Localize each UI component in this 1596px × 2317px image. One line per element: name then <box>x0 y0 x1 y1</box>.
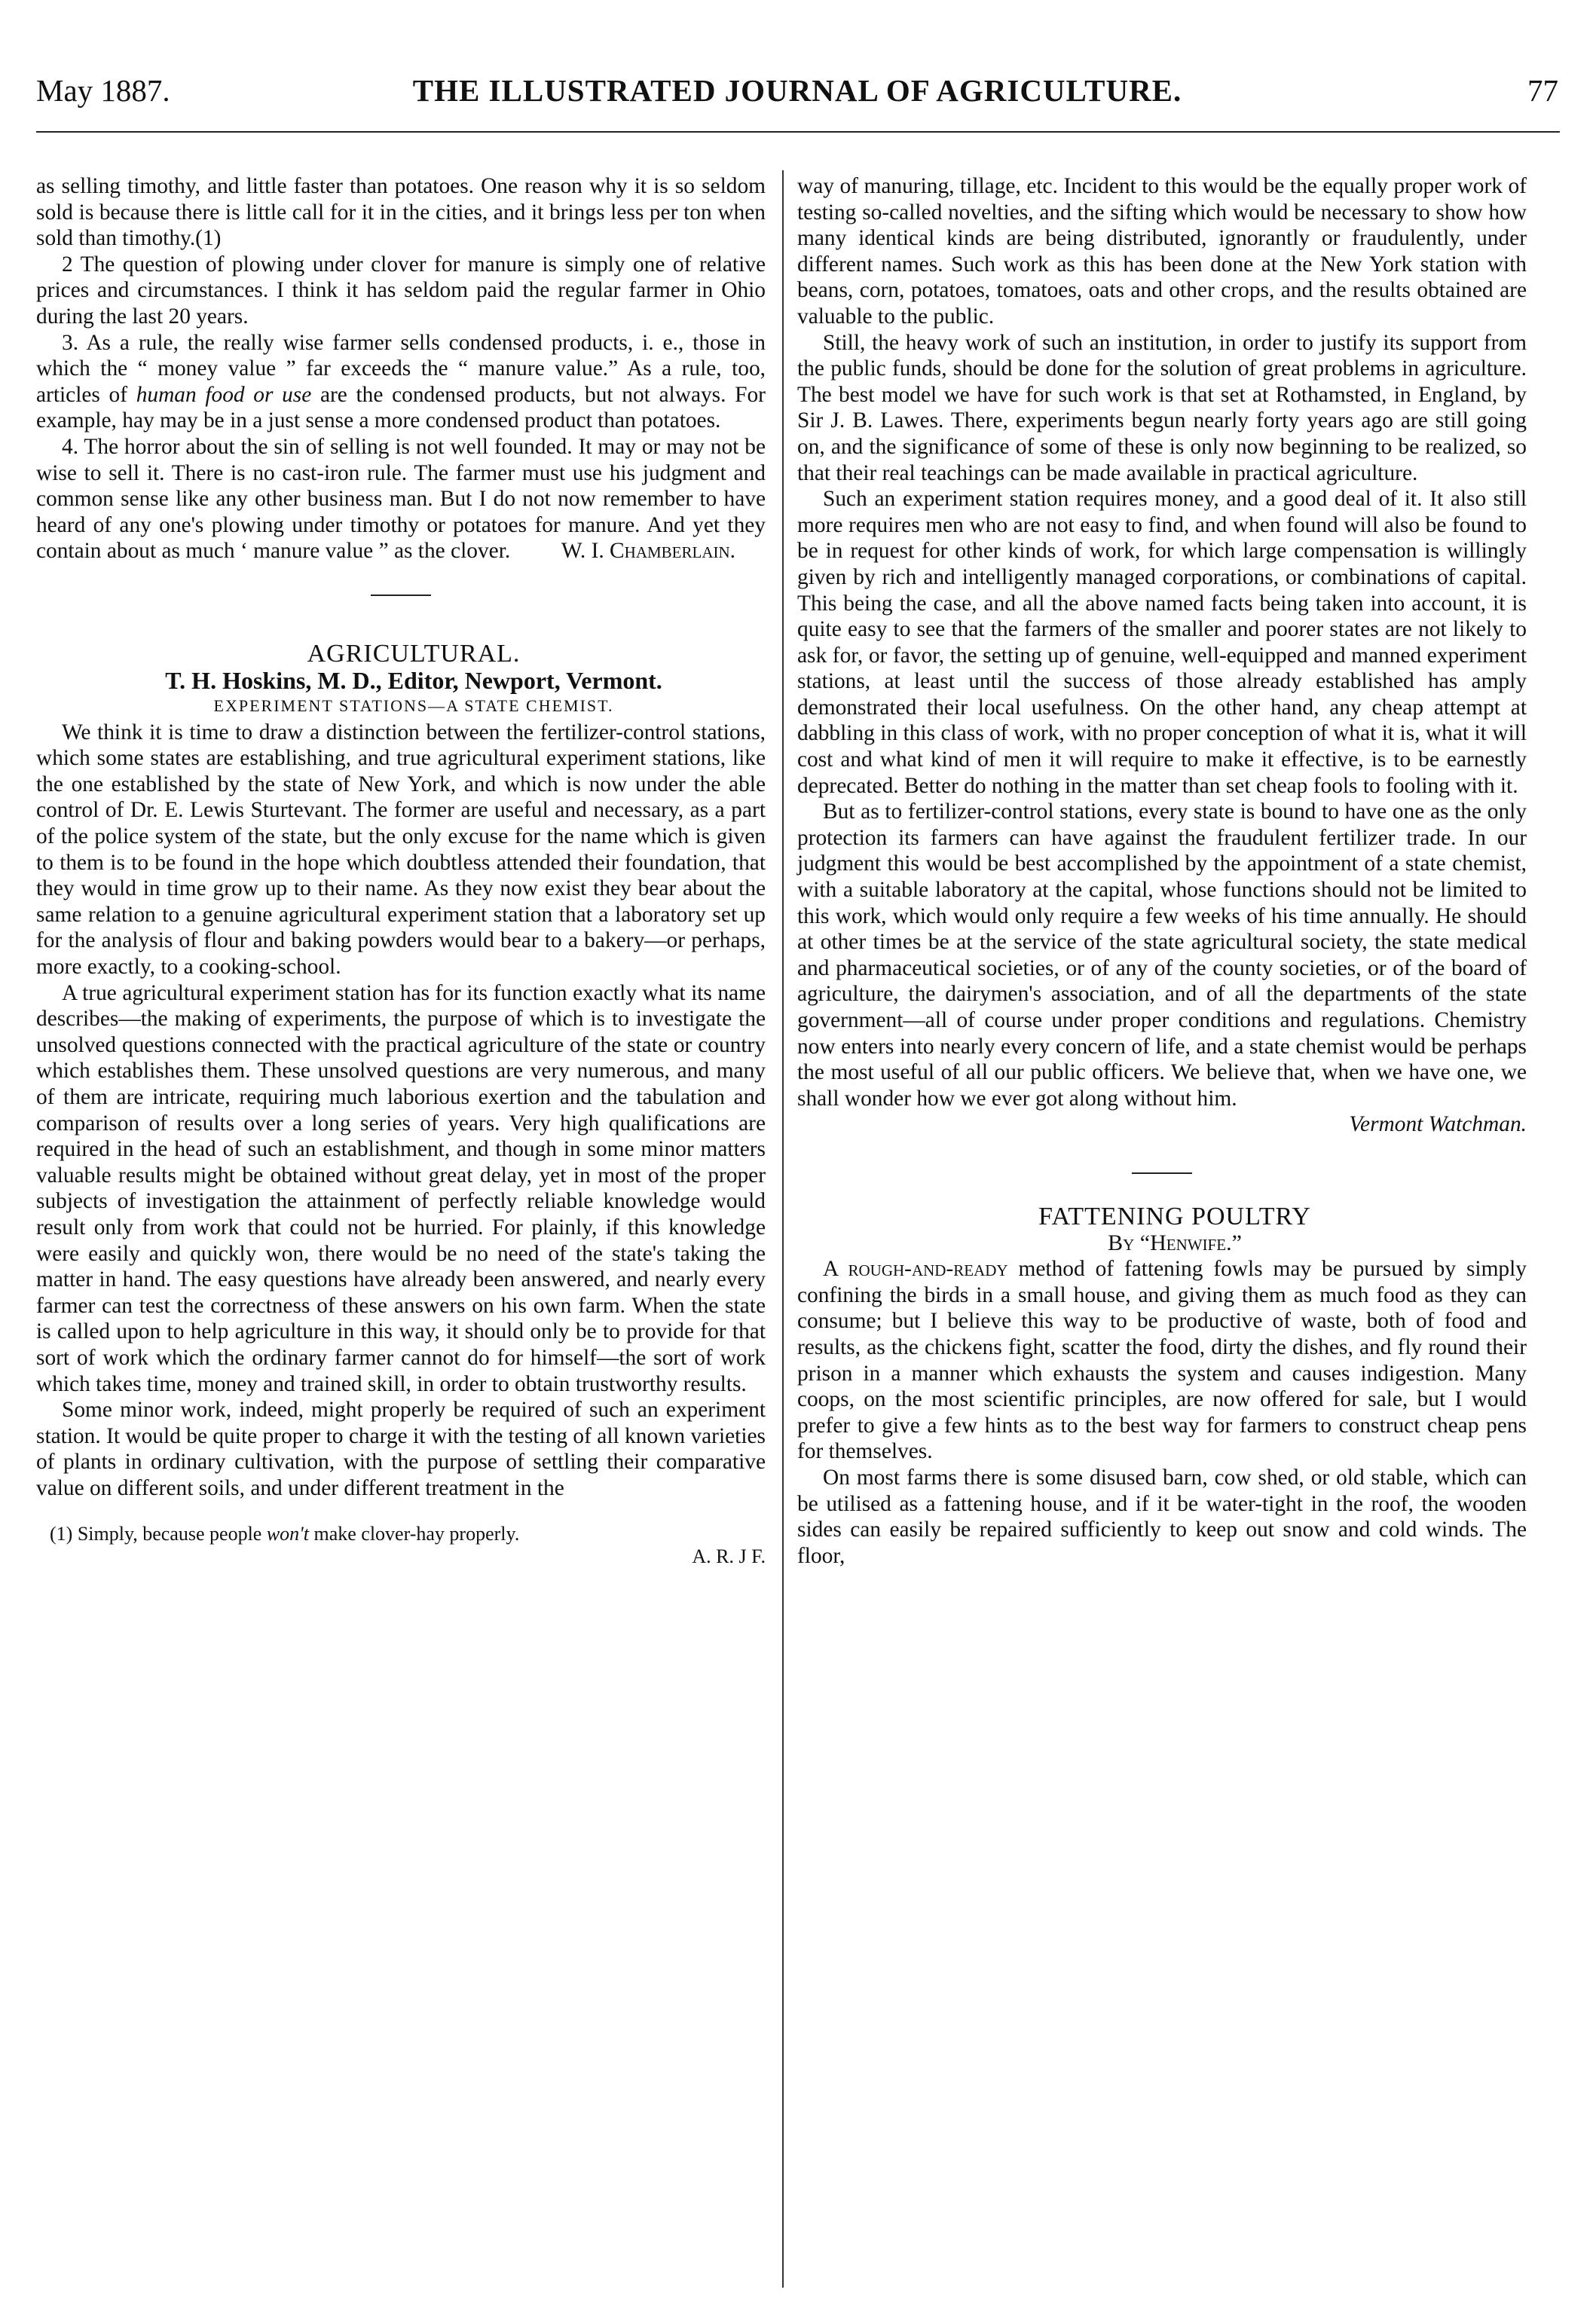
paragraph: We think it is time to draw a distinction between the fertilizer-control stations, which some states are establishing, and true agricultural experiment stations, like the one established by the state of New York, and which is now under the able control of Dr. E. Lewis Sturtevant. The former are useful and necessary, as a part of the police system of the state, but the only excuse for the name which is given to them is to be found in the hope which doubtless attended their foundation, that they would in time grow up to their name. As they now exist they bear about the same relation to a genuine agricultural experiment station that a laboratory set up for the analysis of flour and baking powders would bear to a bakery—or perhaps, more exactly, to a cooking-school. <box>36 720 766 980</box>
right-column <box>797 173 1527 1569</box>
text-run: (1) Simply, because people <box>50 1522 267 1545</box>
attribution: Vermont Watchman. <box>1349 1112 1527 1137</box>
section-title: FATTENING POULTRY <box>1038 1202 1311 1230</box>
text-run: method of fattening fowls may be pursued by simply confining the birds in a small house, and giving them as much food as they can consume; but I believe this way to be productive of waste, both of food and results, as the chickens fight, scatter the food, dirty the dishes, and fly round their prison in a manner which exhausts the system and causes indigestion. Many coops, on the most scientific principles, are now offered for sale, but I would prefer to give a few hints as to the best way for farmers to construct cheap pens for themselves. <box>797 1257 1527 1464</box>
left-column <box>36 173 766 1568</box>
paragraph: But as to fertilizer-control stations, every state is bound to have one as the only protection its farmers can have against the fraudulent fertilizer trade. In our judgment this would be best accomplished by the appointment of a state chemist, with a suitable laboratory at the capital, whose functions should not be limited to this work, which would only require a few weeks of his time annually. He should at other times be at the service of the state agricultural society, the state medical and pharmaceutical societies, or of any of the county societies, or of the board of agriculture, the dairymen's association, and of all the departments of the state government—all of course under proper conditions and regulations. Chemistry now enters into nearly every concern of life, and a state chemist would be perhaps the most useful of all our public officers. We believe that, when we have one, we shall wonder how we ever got along without him. <box>797 799 1527 1111</box>
header-rule <box>36 131 1560 133</box>
running-header <box>36 72 1558 118</box>
paragraph: On most farms there is some disused barn, cow shed, or old stable, which can be utilised as a fattening house, and if it be water-tight in the roof, the wooden sides can easily be repaired sufficiently to keep out snow and cold winds. The floor, <box>797 1465 1527 1568</box>
text-run: make clover-hay properly. <box>308 1522 520 1545</box>
page-number: 77 <box>1527 73 1558 108</box>
text-run: are the condensed products, but not always. For example, hay may be in a just sense a more condensed product than potatoes. <box>36 382 766 433</box>
paragraph: Such an experiment station requires money, and a good deal of it. It also still more requires men who are not easy to find, and when found will also be found to be in request for other kinds of work, for which large compensation is willingly given by rich and intelligently managed corporations, or combinations of capital. This being the case, and all the above named facts being taken into account, it is quite easy to see that the farmers of the smaller and poorer states are not likely to ask for, or favor, the setting up of genuine, well-equipped and manned experiment stations, at least until the success of those already established has amply demonstrated their local usefulness. On the other hand, any cheap attempt at dabbling in this class of work, with no proper conception of what it is, what it will cost and what kind of men it will require to make it effective, is to be earnestly deprecated. Better do nothing in the matter than set cheap fools to fooling with it. <box>797 487 1527 798</box>
column-divider <box>782 170 784 2288</box>
section-divider <box>1132 1172 1192 1174</box>
paragraph: as selling timothy, and little faster than potatoes. One reason why it is so seldom sold is because there is little call for it in the cities, and it brings less per ton when sold than timothy.(1) <box>36 174 766 251</box>
editor-line: T. H. Hoskins, M. D., Editor, Newport, Vermont. <box>165 666 662 694</box>
paragraph: way of manuring, tillage, etc. Incident to this would be the equally proper work of testing so-called novelties, and the sifting which would be necessary to show how many identical kinds are being distributed, ignorantly or fraudulently, under different names. Such work as this has been done at the New York station with beans, corn, potatoes, tomatoes, oats and other crops, and the results obtained are valuable to the public. <box>797 174 1527 329</box>
footnote-text <box>36 1523 766 1545</box>
article-subhead: EXPERIMENT STATIONS—A STATE CHEMIST. <box>213 696 614 716</box>
section-divider <box>371 595 431 596</box>
paragraph <box>36 330 766 434</box>
italic-run: won't <box>266 1522 309 1545</box>
paragraph <box>797 1256 1527 1465</box>
section-title: AGRICULTURAL. <box>307 639 521 668</box>
text-run: 3. As a rule, the really wise farmer sells condensed products, i. e., those in which the “ money value ” far exceeds the “ manure value.” As a rule, too, articles of <box>36 330 766 407</box>
issue-date: May 1887. <box>36 73 170 108</box>
byline: By “Henwife.” <box>1108 1230 1242 1255</box>
paragraph: 2 The question of plowing under clover for manure is simply one of relative prices and circumstances. I think it has seldom paid the regular farmer in Ohio during the last 20 years. <box>36 252 766 329</box>
paragraph: 4. The horror about the sin of selling is not well founded. It may or may not be wise to sell it. There is no cast-iron rule. The farmer must use his judgment and common sense like any other business man. But I do not now remember to have heard of any one's plowing under timothy or potatoes for manure. And yet they contain about as much ‘ manure value ” as the clover. <box>36 434 766 564</box>
footnote <box>36 1523 766 1568</box>
footnote-signature: A. R. J F. <box>692 1545 766 1567</box>
italic-run: human food or use <box>136 382 312 407</box>
paragraph: Still, the heavy work of such an institution, in order to justify its support from the public funds, should be done for the solution of great problems in agriculture. The best model we have for such work is that set at Rothamsted, in England, by Sir J. B. Lawes. There, experiments begun nearly forty years ago are still going on, and the significance of some of these is only now beginning to be realized, so that their real teachings can be made available in practical agriculture. <box>797 330 1527 485</box>
paragraph: A true agricultural experiment station has for its function exactly what its name describes—the making of experiments, the purpose of which is to investigate the unsolved questions connected with the practical agriculture of the state or country which establishes them. These unsolved questions are very numerous, and many of them are intricate, requiring much laborious exertion and the tabulation and comparison of results over a long series of years. Very high qualifications are required in the head of such an establishment, and though in some minor matters valuable results might be obtained without great delay, yet in most of the proper subjects of investigation the attainment of perfectly reliable knowledge would result only from work that could not be hurried. For plainly, if this knowledge were easily and quickly won, there would be no need of the state's taking the matter in hand. The easy questions have already been answered, and nearly every farmer can test the correctness of these answers on his own farm. When the state is called upon to help agriculture in this way, it should only be to provide for that sort of work which the ordinary farmer cannot do for himself—the sort of work which takes time, money and trained skill, in order to obtain trustworthy results. <box>36 980 766 1396</box>
journal-title: THE ILLUSTRATED JOURNAL OF AGRICULTURE. <box>412 73 1182 108</box>
signature-text: W. I. Chamberlain. <box>561 539 735 564</box>
smallcaps-run: A rough-and-ready <box>823 1257 1008 1282</box>
paragraph: Some minor work, indeed, might properly be required of such an experiment station. It would be quite proper to charge it with the testing of all known varieties of plants in ordinary cultivation, with the purpose of settling their comparative value on different soils, and under different treatment in the <box>36 1398 766 1500</box>
